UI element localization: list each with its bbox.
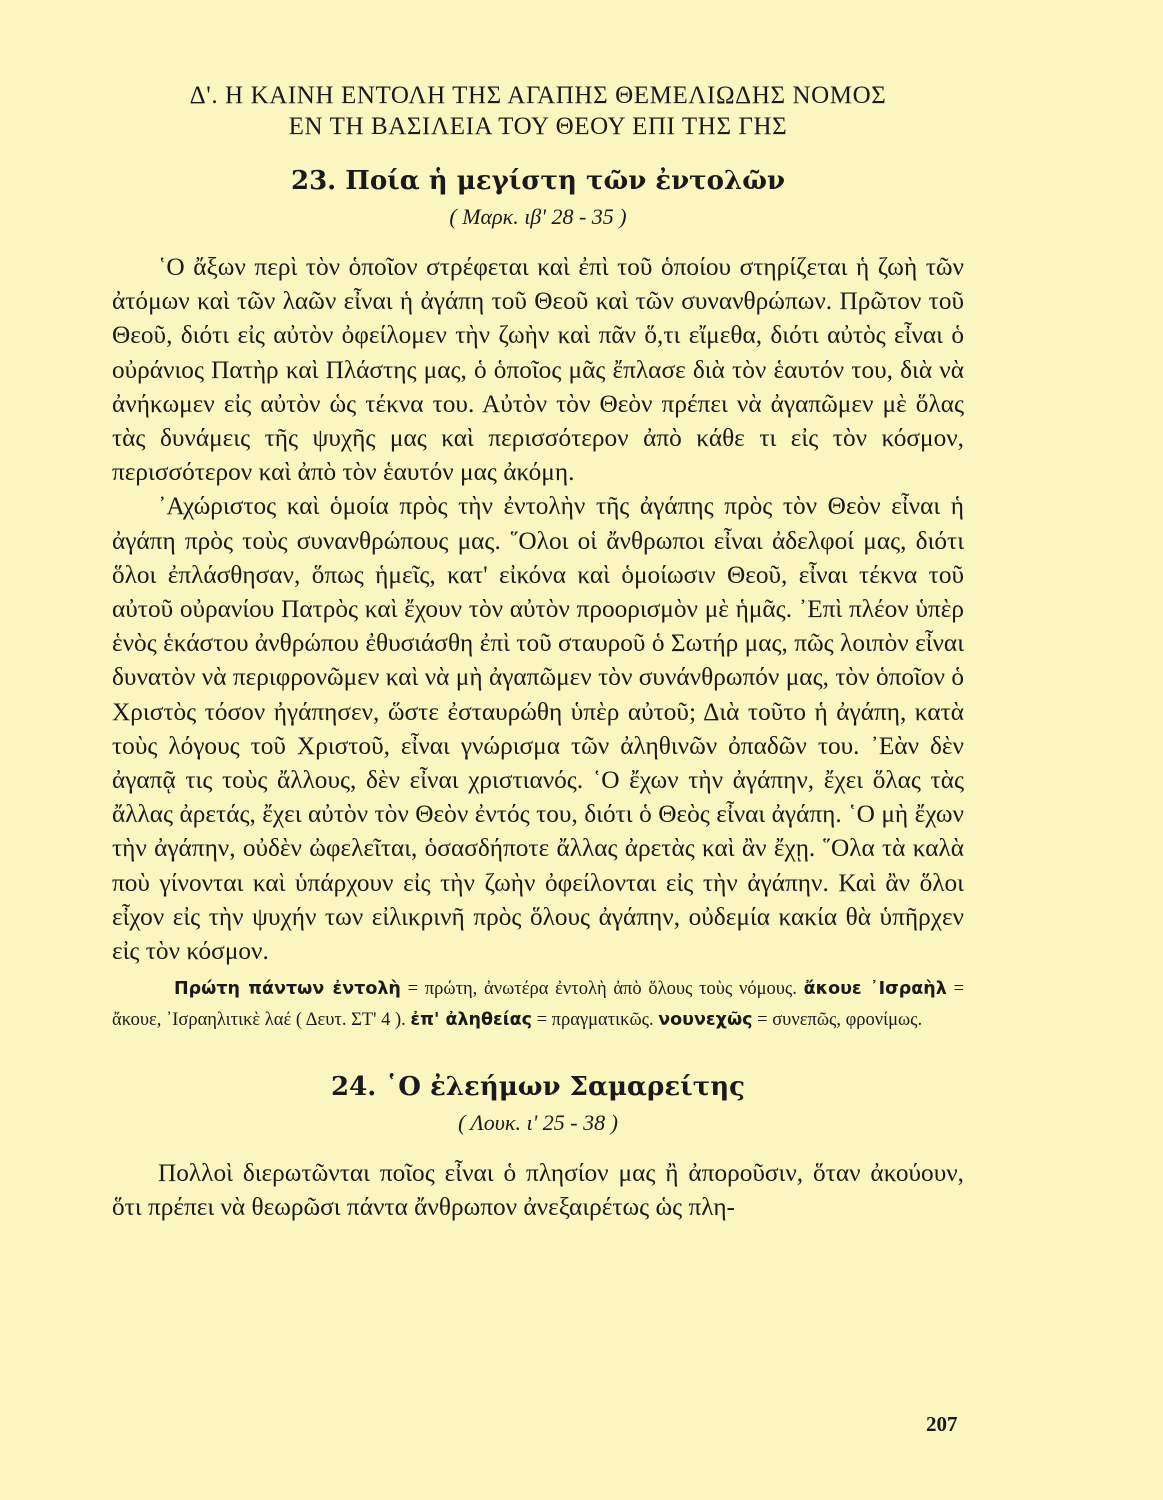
note-term-1: Πρώτη πάντων ἐντολὴ <box>174 979 401 1000</box>
chapter-24-paragraph-1: Πολλοὶ διερωτῶνται ποῖος εἶναι ὁ πλησίον μας ἢ ἀποροῦσιν, ὅταν ἀκούουν, ὅτι πρέπει νὰ θεωρῶσι πάντα ἄνθρωπον ἀνεξαιρέτως ὡς πλη- <box>112 1159 964 1222</box>
chapter-23-reference: ( Μαρκ. ιβ' 28 - 35 ) <box>449 204 627 229</box>
section-heading-line1: Δ'. Η ΚΑΙΝΗ ΕΝΤΟΛΗ ΤΗΣ ΑΓΑΠΗΣ ΘΕΜΕΛΙΩΔΗΣ ΝΟΜΟΣ <box>189 82 887 109</box>
note-def-1: = πρώτη, ἀνωτέρα ἐντολὴ ἀπὸ ὅλους τοὺς νόμους. <box>407 979 797 1000</box>
chapter-23-title: 23. Ποία ἡ μεγίστη τῶν ἐντολῶν <box>290 166 786 196</box>
chapter-24-title: 24. ῾Ο ἐλεήμων Σαμαρείτης <box>331 1072 745 1103</box>
page-number: 207 <box>926 1412 958 1436</box>
section-heading <box>112 80 964 142</box>
note-def-2: = ἄκουε, ᾿Ισραηλιτικὲ λαέ ( Δευτ. ΣΤ' 4 ). <box>112 979 965 1031</box>
chapter-23-paragraph-2: ᾿Αχώριστος καὶ ὁμοία πρὸς τὴν ἐντολὴν τῆς ἀγάπης πρὸς τὸν Θεὸν εἶναι ἡ ἀγάπη πρὸς τοὺς συνανθρώπους μας. ῞Ολοι οἱ ἄνθρωποι εἶναι ἀδελφοί μας, διότι ὅλοι ἐπλάσθησαν, ὅπως ἡμεῖς, κατ' εἰκόνα καὶ ὁμοίωσιν Θεοῦ, εἶναι τέκνα τοῦ αὐτοῦ οὐρανίου Πατρὸς καὶ ἔχουν τὸν αὐτὸν προορισμὸν μὲ ἡμᾶς. ᾿Επὶ πλέον ὑπὲρ ἑνὸς ἑκάστου ἀνθρώπου ἐθυσιάσθη ἐπὶ τοῦ σταυροῦ ὁ Σωτήρ μας, πῶς λοιπὸν εἶναι δυνατὸν νὰ περιφρονῶμεν καὶ νὰ μὴ ἀγαπῶμεν τὸν συνάνθρωπόν μας, τὸν ὁποῖον ὁ Χριστὸς τόσον ἠγάπησεν, ὥστε ἐσταυρώθη ὑπὲρ αὐτοῦ; Διὰ τοῦτο ἡ ἀγάπη, κατὰ τοὺς λόγους τοῦ Χριστοῦ, εἶναι γνώρισμα τῶν ἀληθινῶν ὀπαδῶν του. ᾿Εὰν δὲν ἀγαπᾷ τις τοὺς ἄλλους, δὲν εἶναι χριστιανός. ῾Ο ἔχων τὴν ἀγάπην, ἔχει ὅλας τὰς ἄλλας ἀρετάς, ἔχει αὐτὸν τὸν Θεὸν ἐντός του, διότι ὁ Θεὸς εἶναι ἀγάπη. ῾Ο μὴ ἔχων τὴν ἀγάπην, οὐδὲν ὠφελεῖται, ὁσασδήποτε ἄλλας ἀρετὰς καὶ ἂν ἔχῃ. ῞Ολα τὰ καλὰ ποὺ γίνονται καὶ ὑπάρχουν εἰς τὴν ζωὴν ὀφείλονται εἰς τὴν ἀγάπην. Καὶ ἂν ὅλοι εἶχον εἰς τὴν ψυχήν των εἰλικρινῆ πρὸς ὅλους ἀγάπην, οὐδεμία κακία θὰ ὑπῆρχεν εἰς τὸν κόσμον. <box>112 492 964 966</box>
chapter-23-notes <box>112 974 964 1036</box>
page-content <box>112 80 964 1225</box>
chapter-24-reference: ( Λουκ. ι' 25 - 38 ) <box>458 1110 618 1136</box>
note-def-4: = συνεπῶς, φρονίμως. <box>757 1010 923 1031</box>
note-term-4: νουνεχῶς <box>658 1010 753 1031</box>
section-heading-line2: ΕΝ ΤΗ ΒΑΣΙΛΕΙΑ ΤΟΥ ΘΕΟΥ ΕΠΙ ΤΗΣ ΓΗΣ <box>288 113 788 140</box>
note-def-3: = πραγματικῶς. <box>536 1010 654 1031</box>
note-term-3: ἐπ' ἀληθείας <box>410 1010 532 1031</box>
chapter-23-paragraph-1: ῾Ο ἄξων περὶ τὸν ὁποῖον στρέφεται καὶ ἐπὶ τοῦ ὁποίου στηρίζεται ἡ ζωὴ τῶν ἀτόμων καὶ τῶν λαῶν εἶναι ἡ ἀγάπη τοῦ Θεοῦ καὶ τῶν συνανθρώπων. Πρῶτον τοῦ Θεοῦ, διότι εἰς αὐτὸν ὀφείλομεν τὴν ζωὴν καὶ πᾶν ὅ,τι εἴμεθα, διότι αὐτὸς εἶναι ὁ οὐράνιος Πατὴρ καὶ Πλάστης μας, ὁ ὁποῖος μᾶς ἔπλασε διὰ τὸν ἑαυτόν του, διὰ νὰ ἀνήκωμεν εἰς αὐτὸν ὡς τέκνα του. Αὐτὸν τὸν Θεὸν πρέπει νὰ ἀγαπῶμεν μὲ ὅλας τὰς δυνάμεις τῆς ψυχῆς μας καὶ περισσότερον ἀπὸ κάθε τι εἰς τὸν κόσμον, περισσότερον καὶ ἀπὸ τὸν ἑαυτόν μας ἀκόμη. <box>112 253 964 487</box>
note-term-2: ἄκουε ᾿Ισραὴλ <box>803 979 947 1000</box>
